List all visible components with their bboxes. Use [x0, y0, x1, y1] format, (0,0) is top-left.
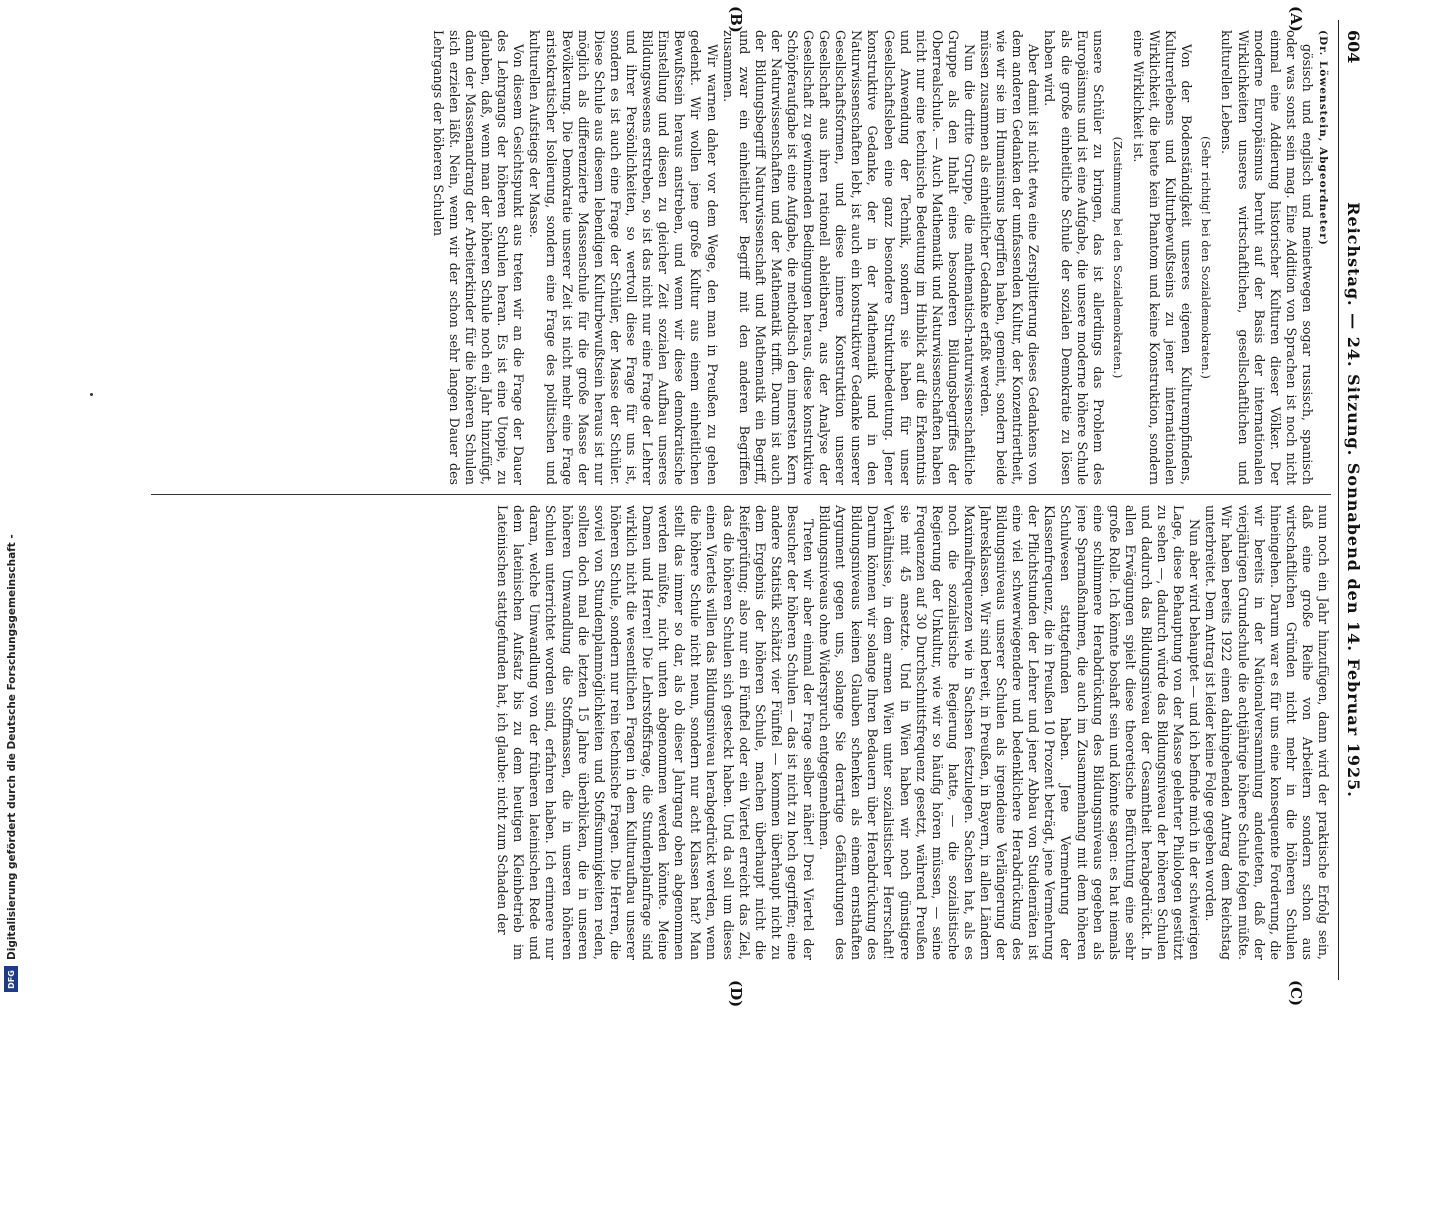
interjection: (Sehr richtig! bei den Sozialdemokraten.): [1199, 136, 1214, 379]
digitization-footer: [0, 0, 22, 1000]
paragraph: Treten wir aber einmal der Frage selber näher! Drei Viertel der Besucher der höheren Schulen — das ist nicht zu hoch gegriffen; eine andere Statistik schätzt vier Fünftel — kommen überhaupt nicht zu dem Ergebnis der höheren Schule, machen überhaupt nicht die Reifeprüfung; also nur ein Fünftel oder ein Viertel erreicht das Ziel, das die höheren Schulen sich gesteckt haben. Und da soll um dieses einen Viertels willen das Bildungsniveau herabgedrückt werden, wenn die höhere Schule nicht neun, sondern nur acht Klassen hat? Man stellt das immer so dar, als ob dieser Jahrgang oben abgenommen werden müßte, nicht unten abgenommen werden könnte. Meine Damen und Herren! Die Lehrstoffsfrage, die Stundenplanfrage sind wirklich nicht die wesentlichen Fragen in dem Kulturaufbau unserer höheren Schule, sondern nur rein technische Fragen. Die Herren, die soviel von Stundenplanmöglichkeiten und Stoffsummigkeiten reden, sollten doch mal die letzten 15 Jahre überblicken, die in unseren höheren Umwandlung die Stoffmassen, die in unseren höheren Schulen unterrichtet worden sind, erfahren haben. Ich erinnere nur daran, welche Umwandlung von der früheren lateinischen Rede und dem lateinischen Aufsatz bis zu dem heutigen Kleinbetrieb im Lateinischen stattgefunden hat, ich glaube: nicht zum Schaden der: [495, 505, 816, 960]
paragraph: Aber damit ist nicht etwa eine Zersplitterung dieses Gedankens von dem anderen Gedanken der umfassenden Kultur, der Konzentriertheit, wie wir sie im Humanismus begriffen haben, gemeint, sondern beide müssen zusammen als einheitlicher Gedanke erfaßt werden.: [978, 30, 1042, 485]
margin-marker-c: (C): [1287, 980, 1305, 1007]
interjection: (Zustimmung bei den Sozialdemokraten.): [1110, 136, 1125, 379]
column-divider: [151, 494, 1331, 495]
paragraph: nun noch ein Jahr hinzufügen, dann wird der praktische Erfolg sein, daß eine große Reihe von Arbeitern sondern schon aus wirtschaftlichen Gründen nicht mehr in die höheren Schulen hineingehen. Darum war es für uns eine konsequente Forderung, die wir bereits in der Nationalversammlung andeuteten, daß der vierjährigen Grundschule die achtjährige höhere Schule folgen müßte. Wir haben bereits 1922 einen dahingehenden Antrag dem Reichstag unterbreitet. Dem Antrag ist leider keine Folge gegeben worden.: [1203, 505, 1331, 960]
scanned-page: [125, 6, 1434, 1220]
dfg-logo: DFG: [4, 966, 18, 992]
paragraph: unsere Schüler zu bringen, das ist allerdings das Problem des Europäismus und ist eine Aufgabe, die unsere moderne höhere Schule als die große einheitliche Schule der sozialen Demokratie zu lösen haben wird.: [1042, 30, 1106, 485]
paragraph: Nun die dritte Gruppe, die mathematisch-naturwissenschaftliche Gruppe als den Inhalt eines besonderen Bildungsbegriffes der Oberrealschule. — Auch Mathematik und Naturwissenschaften haben nicht nur eine technische Bedeutung im Hinblick auf die Erkenntnis und Anwendung der Technik, sondern sie haben für unser Gesellschaftsleben eine ganz besondere Strukturbedeutung. Jener konstruktive Gedanke, der in der Mathematik und in den Naturwissenschaften lebt, ist auch ein konstruktiver Gedanke unserer Gesellschaftsformen, und diese innere Konstruktion unserer Gesellschaft aus ihren rationell ableitbaren, aus der Analyse der Gesellschaft zu gewinnenden Bedingungen heraus, diese konstruktive Schöpferaufgabe ist eine Aufgabe, die methodisch den innersten Kern der Naturwissenschaften und der Mathematik trifft. Darum ist auch der Bildungsbegriff Naturwissenschaft und Mathematik ein Begriff, und zwar ein einheitlicher Begriff mit den anderen Begriffen zusammen.: [720, 30, 978, 485]
speaker-line: (Dr. Löwenstein, Abgeordneter): [1317, 30, 1329, 246]
paragraph: gösisch und englisch und meinetwegen sogar russisch, spanisch oder was sonst sein mag. Eine Addition von Sprachen ist noch nicht einmal eine Addierung historischer Kulturen dieser Völker. Der moderne Europäismus beruht auf der Basis der internationalen Wirklichkeiten unseres wirtschaftlichen, gesellschaftlichen und kulturellen Lebens.: [1219, 30, 1315, 485]
paragraph: Von diesem Gesichtspunkt aus treten wir an die Frage der Dauer des Lehrgangs der höheren Schulen heran. Es ist eine Utopie, zu glauben, daß, wenn man der höheren Schule noch ein Jahr hinzufügt, dann der Massenandrang der Arbeiterkinder für die höheren Schulen sich erzielen läßt. Nein, wenn wir der schon sehr langen Dauer des Lehrgangs der höheren Schulen: [430, 30, 527, 485]
margin-marker-d: (D): [727, 980, 745, 1008]
page-title: Reichstag. — 24. Sitzung. Sonnabend den 14. Februar 1925.: [1344, 202, 1363, 798]
scan-speck: [90, 393, 93, 396]
paragraph: Nun aber wird behauptet — und ich befinde mich in der schwierigen Lage, diese Behauptung von der Masse gelehrter Philologen gestützt zu sehen —, dadurch würde das Bildungsniveau der höheren Schulen und dadurch das Bildungsniveau der Gesamtheit herabgedrückt. In allen Erwägungen spielt diese theoretische Befürchtung eine sehr große Rolle. Ich könnte boshaft sein und könnte sagen: es hat niemals eine schlimmere Herabdrückung des Bildungsniveaus gegeben als jene Sparmaßnahmen, die auch im Zusammenhang mit dem höheren Schulwesen stattgefunden haben. Jene Vermehrung der Klassenfrequenz, die in Preußen 10 Prozent beträgt, jene Vermehrung der Pflichtstunden der Lehrer und jener Abbau von Studienräten ist eine viel schwerwiegendere und bedenklichere Herabdrückung des Bildungsniveaus unserer Schulen als irgendeine Verlängerung der Jahresklassen. Wir sind bereit, in Preußen, in Bayern, in allen Ländern Maximalfrequenzen wie in Sachsen festzulegen. Sachsen hat, als es noch die sozialistische Regierung hatte, — die sozialistische Regierung der Unkultur, wie wir so häufig hören müssen, — seine Frequenzen auf 30 Durchschnittsfrequenz gesetzt, während Preußen sie mit 45 ansetzte. Und in Wien haben wir noch günstigere Verhältnisse, in dem armen Wien unter sozialistischer Herrschaft! Darum können wir solange Ihren Bedauern über Herabdrückung des Bildungsniveaus keinen Glauben schenken als einem ernsthaften Argument gegen uns, solange Sie derartige Gefährdungen des Bildungsniveaus ohne Widerspruch entgegennehmen.: [817, 505, 1203, 960]
left-column: [151, 30, 1331, 485]
paragraph: Von der Bodenständigkeit unseres eigenen Kulturempfindens, Kulturerlebens und Kulturbewußtseins zu jener internationalen Wirklichkeit, die heute kein Phantom und keine Konstruktion, sondern eine Wirklichkeit ist.: [1130, 30, 1195, 485]
paragraph: Wir warnen daher vor dem Wege, den man in Preußen zu gehen gedenkt. Wir wollen jene große Kultur aus einem einheitlichen Bewußtsein heraus anstreben, und wenn wir diese demokratische Einstellung und diesen zu gleicher Zeit sozialen Aufbau unseres Bildungswesens erstreben, so ist das nicht nur eine Frage der Lehrer und ihrer Persönlichkeiten, so wertvoll diese Frage für uns ist, sondern es ist auch eine Frage der Schüler, der Masse der Schüler. Diese Schule aus diesem lebendigen Kulturbewußtsein heraus ist nur möglich als differenzierte Massenschule für die große Masse der Bevölkerung. Die Demokratie unserer Zeit ist nicht mehr eine Frage aristokratischer Isolierung, sondern eine Frage des politischen und kulturellen Aufstiegs der Masse.: [527, 30, 720, 485]
header-rule: [1338, 20, 1339, 980]
right-column: [151, 505, 1331, 960]
page-number: 604: [1344, 30, 1363, 64]
funding-note: Digitalisierung gefördert durch die Deutsche Forschungsgemeinschaft -: [6, 534, 18, 960]
page-header: [1335, 20, 1365, 980]
margin-marker-b: (B): [727, 6, 745, 33]
margin-marker-a: (A): [1287, 6, 1305, 32]
